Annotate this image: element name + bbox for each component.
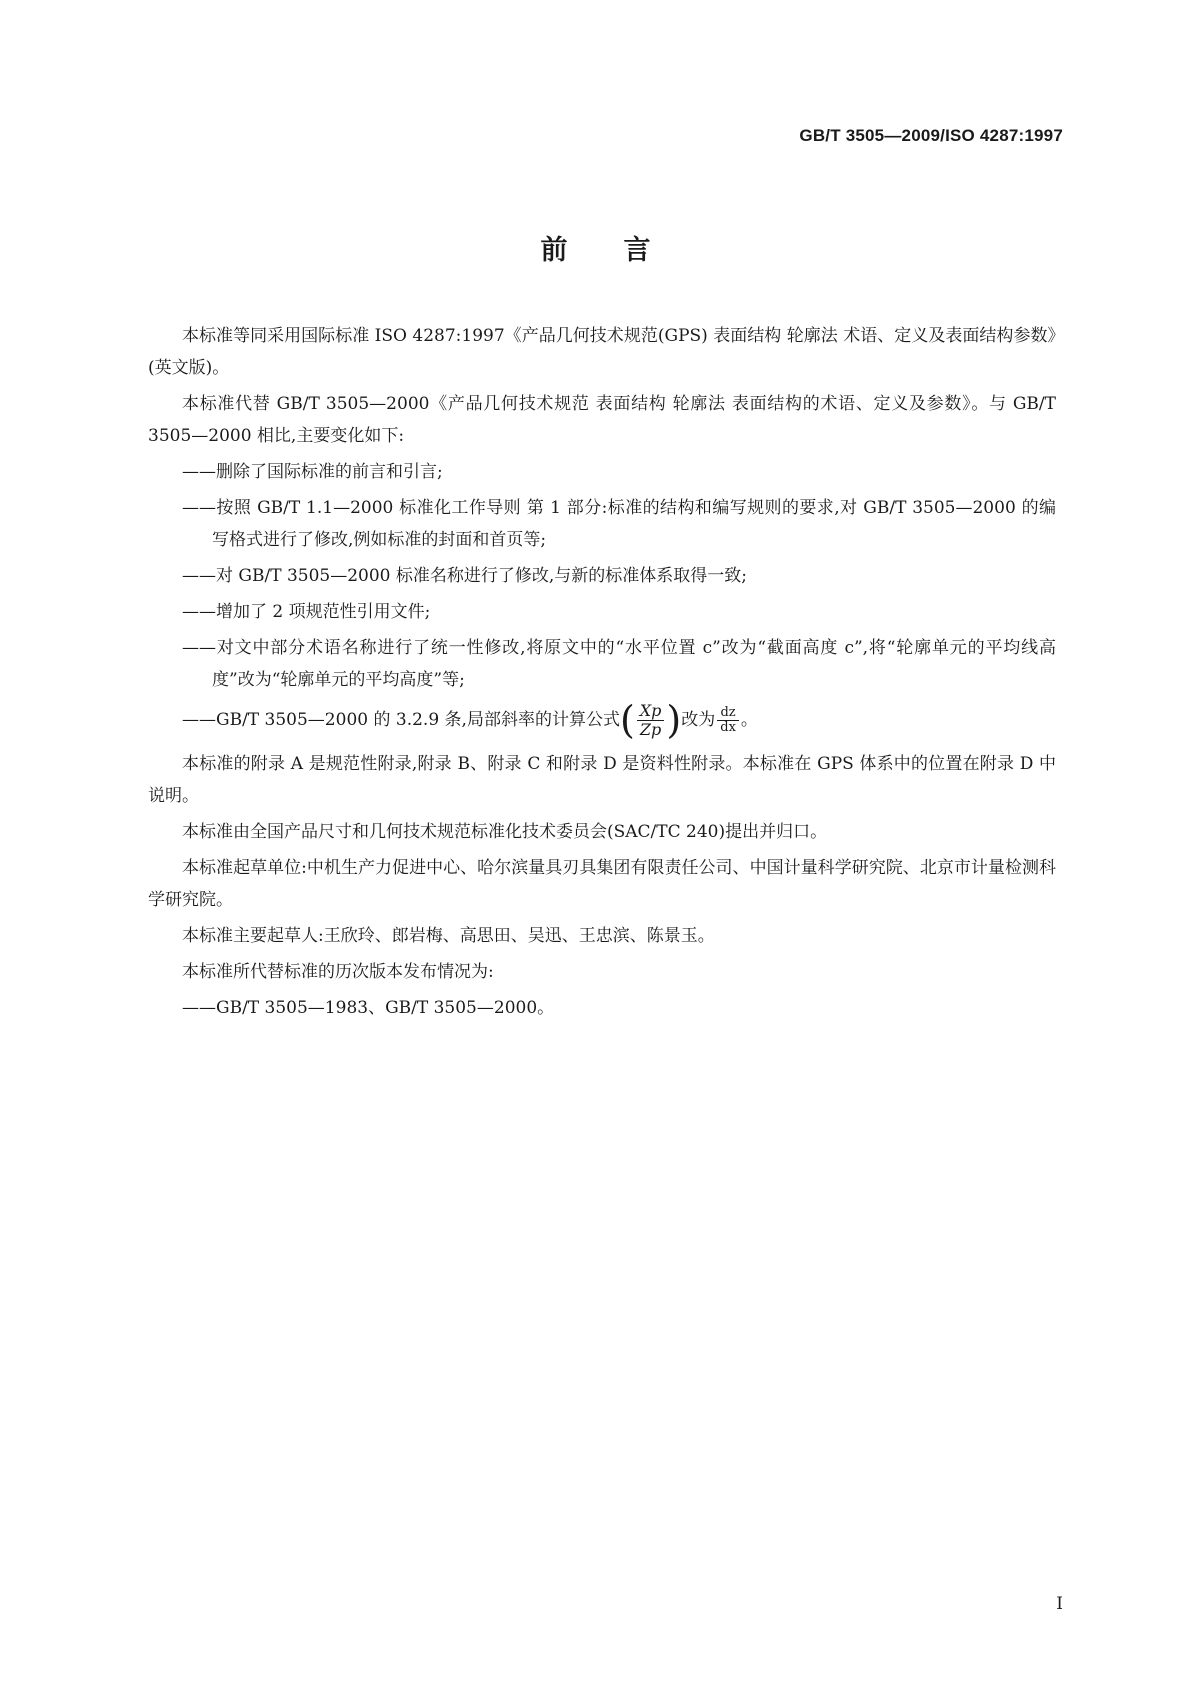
- paragraph-drafters: 本标准主要起草人:王欣玲、郎岩梅、高思田、吴迅、王忠滨、陈景玉。: [182, 926, 715, 946]
- paragraph-history: 本标准所代替标准的历次版本发布情况为:: [182, 962, 494, 982]
- change-item-6-prefix: ——GB/T 3505—2000 的 3.2.9 条,局部斜率的计算公式: [182, 710, 620, 730]
- change-item-1: ——删除了国际标准的前言和引言;: [182, 462, 443, 482]
- fraction-xp-zp: [637, 702, 665, 739]
- paragraph-committee: 本标准由全国产品尺寸和几何技术规范标准化技术委员会(SAC/TC 240)提出并归口。: [182, 822, 828, 842]
- fraction-numerator: dz: [717, 706, 738, 721]
- standard-code-header: GB/T 3505—2009/ISO 4287:1997: [799, 126, 1063, 145]
- paragraph-drafting-units: 本标准起草单位:中机生产力促进中心、哈尔滨量具刃具集团有限责任公司、中国计量科学研究院、北京市计量检测科学研究院。: [148, 858, 1056, 910]
- change-item-6-suffix: 。: [740, 710, 758, 730]
- change-item-4: ——增加了 2 项规范性引用文件;: [182, 602, 431, 622]
- page-title: 前言: [540, 235, 707, 266]
- history-item: ——GB/T 3505—1983、GB/T 3505—2000。: [182, 998, 555, 1018]
- change-item-6-middle: 改为: [681, 710, 716, 730]
- fraction-denominator: Zp: [639, 719, 662, 739]
- paragraph-replacement: 本标准代替 GB/T 3505—2000《产品几何技术规范 表面结构 轮廓法 表面结构的术语、定义及参数》。与 GB/T 3505—2000 相比,主要变化如下:: [148, 394, 1056, 446]
- change-item-5: ——对文中部分术语名称进行了统一性修改,将原文中的“水平位置 c”改为“截面高度 c”,将“轮廓单元的平均线高度”改为“轮廓单元的平均高度”等;: [182, 638, 1056, 690]
- fraction-dz-dx: [717, 706, 739, 735]
- right-paren: ): [666, 698, 682, 742]
- change-item-3: ——对 GB/T 3505—2000 标准名称进行了修改,与新的标准体系取得一致;: [182, 566, 748, 586]
- fraction-numerator: Xp: [637, 702, 665, 721]
- paragraph-annexes: 本标准的附录 A 是规范性附录,附录 B、附录 C 和附录 D 是资料性附录。本标准在 GPS 体系中的位置在附录 D 中说明。: [148, 754, 1056, 806]
- foreword-body: [148, 320, 1056, 1028]
- page-number: I: [1056, 1594, 1063, 1614]
- fraction-denominator: dx: [720, 719, 736, 735]
- paragraph-adoption: 本标准等同采用国际标准 ISO 4287:1997《产品几何技术规范(GPS) 表面结构 轮廓法 术语、定义及表面结构参数》(英文版)。: [148, 326, 1056, 378]
- left-paren: (: [619, 698, 635, 742]
- change-item-6: [148, 700, 1056, 740]
- change-item-2: ——按照 GB/T 1.1—2000 标准化工作导则 第 1 部分:标准的结构和编写规则的要求,对 GB/T 3505—2000 的编写格式进行了修改,例如标准的封面和首页等;: [182, 498, 1056, 550]
